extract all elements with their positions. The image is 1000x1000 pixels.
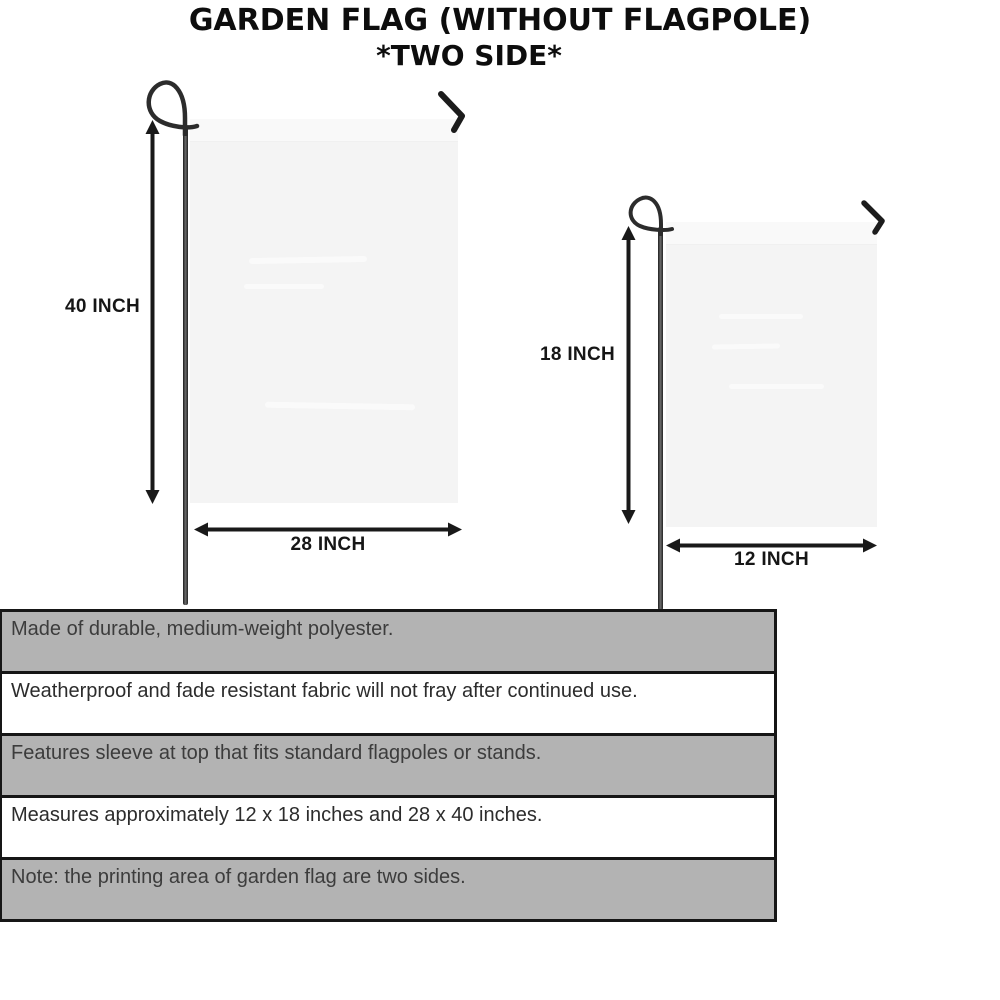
feature-row	[2, 857, 774, 919]
height-arrow-large	[144, 120, 161, 504]
flagpole-large	[183, 126, 188, 605]
width-label-small: 12 INCH	[734, 549, 809, 570]
feature-text: Features sleeve at top that fits standard flagpoles or stands.	[11, 742, 542, 764]
fabric-streak	[244, 284, 324, 289]
page-title-line2: *TWO SIDE*	[376, 39, 562, 72]
pole-hook-icon	[437, 90, 469, 136]
page-title-line1: GARDEN FLAG (WITHOUT FLAGPOLE)	[188, 3, 812, 38]
feature-text: Note: the printing area of garden flag are two sides.	[11, 866, 466, 888]
feature-text: Made of durable, medium-weight polyester.	[11, 618, 394, 640]
feature-row	[2, 795, 774, 857]
pole-hook-icon	[860, 199, 890, 237]
feature-row	[2, 733, 774, 795]
feature-row	[2, 671, 774, 733]
large-flag	[190, 119, 458, 503]
fabric-streak	[249, 256, 367, 264]
fabric-streak	[712, 343, 780, 349]
page-title	[0, 4, 1000, 72]
fabric-streak	[729, 384, 824, 389]
feature-text: Weatherproof and fade resistant fabric will not fray after continued use.	[11, 680, 638, 702]
fabric-streak	[265, 402, 415, 411]
flag-sleeve	[666, 222, 877, 245]
fabric-streak	[719, 314, 803, 319]
height-label-large: 40 INCH	[65, 296, 140, 317]
feature-text: Measures approximately 12 x 18 inches and 28 x 40 inches.	[11, 804, 543, 826]
features-table	[0, 609, 777, 922]
flagpole-small	[658, 227, 663, 610]
flag-sleeve	[190, 119, 458, 142]
height-label-small: 18 INCH	[540, 344, 615, 365]
height-arrow-small	[620, 226, 637, 524]
width-label-large: 28 INCH	[290, 534, 366, 555]
small-flag	[666, 222, 877, 527]
feature-row	[2, 612, 774, 671]
